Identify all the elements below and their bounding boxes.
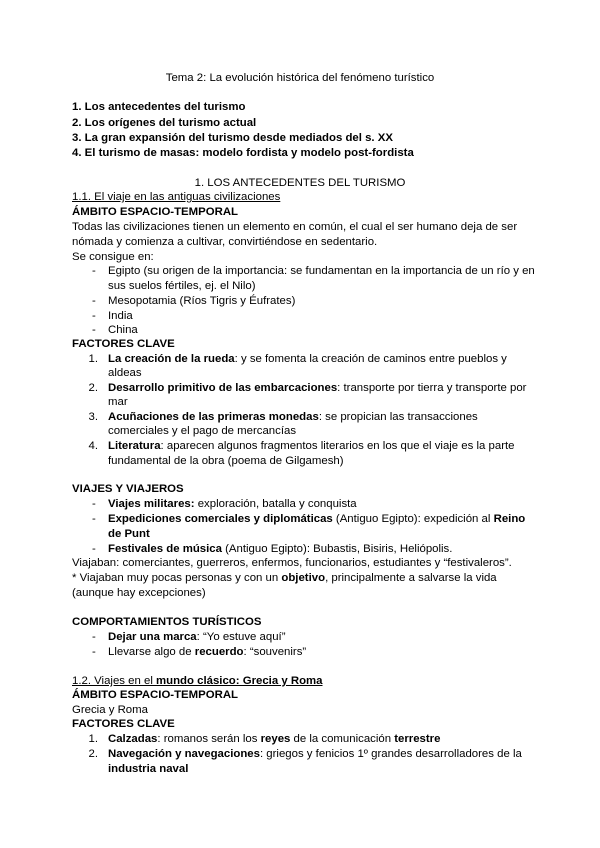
comp-dejar-marca-text: : “Yo estuve aquí” (196, 631, 286, 643)
factor-4-term: Literatura (108, 440, 161, 452)
ambito-heading: ÁMBITO ESPACIO-TEMPORAL (72, 206, 239, 218)
ambito-paragraph-line-1: Todas las civilizaciones tienen un elemento en común, el cual el ser humano deja de ser (72, 221, 518, 233)
factores-heading: FACTORES CLAVE (72, 338, 175, 350)
civ-india: India (108, 310, 133, 322)
factor-1-line-2: aldeas (108, 367, 142, 379)
viaje-expediciones-line-1 (108, 512, 525, 526)
factor-2-term: Desarrollo primitivo de las embarcaciones (108, 382, 338, 394)
comp-recuerdo-term: recuerdo (194, 646, 244, 658)
list-number: 3. (88, 411, 98, 423)
factor-navegacion-line-1 (108, 747, 522, 761)
list-number: 2. (88, 748, 98, 760)
factor-4-line-2: fundamental de la obra (poema de Gilgamesh) (108, 455, 344, 467)
toc-item-2: 2. Los orígenes del turismo actual (72, 117, 257, 129)
list-number: 1. (88, 353, 98, 365)
nota-line-2: (aunque hay excepciones) (72, 587, 206, 599)
viaje-militares-term: Viajes militares: (108, 498, 195, 510)
comp-recuerdo-text-a: Llevarse algo de (108, 646, 195, 658)
ambito-text-2: Grecia y Roma (72, 704, 148, 716)
viaje-festivales (108, 542, 452, 556)
comp-recuerdo (108, 645, 306, 659)
factor-calzadas-terrestre: terrestre (394, 733, 441, 745)
list-dash: - (92, 513, 96, 525)
factor-3-term: Acuñaciones de las primeras monedas (108, 411, 319, 423)
subsection-1-2-title: mundo clásico: Grecia y Roma (156, 675, 323, 687)
factor-calzadas-text-a: : romanos serán los (157, 733, 261, 745)
viaje-expediciones-line-2: de Punt (108, 528, 150, 540)
comp-dejar-marca (108, 630, 286, 644)
viaje-festivales-text: (Antiguo Egipto): Bubastis, Bisiris, Heliópolis. (221, 543, 453, 555)
factor-1-line-1 (108, 352, 507, 366)
list-dash: - (92, 265, 96, 277)
subsection-1-2-prefix: 1.2. Viajes en el (72, 675, 157, 687)
civ-egipto-line-2: sus suelos fértiles, ej. el Nilo) (108, 280, 256, 292)
factor-2-line-2: mar (108, 396, 128, 408)
factor-navegacion-line-2: industria naval (108, 763, 189, 775)
nota-line-1 (72, 571, 497, 585)
factor-3-line-2: comerciales y el pago de mercancías (108, 425, 297, 437)
factor-navegacion-text: : griegos y fenicios 1º grandes desarrolladores de la (259, 748, 522, 760)
ambito-heading-2: ÁMBITO ESPACIO-TEMPORAL (72, 689, 239, 701)
factor-calzadas (108, 732, 440, 746)
factores-heading-2: FACTORES CLAVE (72, 718, 175, 730)
factor-4-text: : aparecen algunos fragmentos literarios en los que el viaje es la parte (160, 440, 515, 452)
subsection-1-1-heading: 1.1. El viaje en las antiguas civilizaciones (72, 191, 281, 203)
factor-2-text: : transporte por tierra y transporte por (337, 382, 527, 394)
viaje-festivales-term: Festivales de música (108, 543, 222, 555)
toc-item-1: 1. Los antecedentes del turismo (72, 101, 246, 113)
nota-text-c: , principalmente a salvarse la vida (325, 572, 497, 584)
list-dash: - (92, 646, 96, 658)
section-1-heading: 1. LOS ANTECEDENTES DEL TURISMO (194, 177, 406, 189)
list-dash: - (92, 631, 96, 643)
list-dash: - (92, 295, 96, 307)
factor-1-term: La creación de la rueda (108, 353, 235, 365)
ambito-paragraph-line-3: Se consigue en: (72, 251, 154, 263)
civ-egipto-line-1: Egipto (su origen de la importancia: se fundamentan en la importancia de un río y en (108, 265, 535, 277)
list-number: 4. (88, 440, 98, 452)
comportamientos-heading: COMPORTAMIENTOS TURÍSTICOS (72, 616, 262, 628)
viaje-militares-text: exploración, batalla y conquista (194, 498, 357, 510)
comp-dejar-marca-term: Dejar una marca (108, 631, 197, 643)
nota-text-a: * Viajaban muy pocas personas y con un (72, 572, 282, 584)
factor-calzadas-term: Calzadas (108, 733, 158, 745)
factor-calzadas-reyes: reyes (260, 733, 291, 745)
toc-item-4: 4. El turismo de masas: modelo fordista y modelo post-fordista (72, 147, 414, 159)
factor-2-line-1 (108, 381, 526, 395)
viaje-expediciones-text: (Antiguo Egipto): expedición al (332, 513, 494, 525)
toc-item-3: 3. La gran expansión del turismo desde mediados del s. XX (72, 132, 393, 144)
factor-3-text: : se propician las transacciones (318, 411, 478, 423)
viaje-expediciones-term: Expediciones comerciales y diplomáticas (108, 513, 333, 525)
civ-china: China (108, 324, 138, 336)
list-dash: - (92, 310, 96, 322)
comp-recuerdo-text-r: : “souvenirs” (243, 646, 307, 658)
factor-3-line-1 (108, 410, 478, 424)
viaje-expediciones-reino: Reino (493, 513, 526, 525)
document-title: Tema 2: La evolución histórica del fenómeno turístico (165, 72, 435, 84)
list-dash: - (92, 324, 96, 336)
ambito-paragraph-line-2: nómada y comienza a cultivar, convirtiéndose en sedentario. (72, 236, 378, 248)
list-number: 1. (88, 733, 98, 745)
factor-1-text: : y se fomenta la creación de caminos entre pueblos y (234, 353, 507, 365)
viaje-militares (108, 497, 357, 511)
subsection-1-2-heading (72, 674, 323, 688)
factor-4-line-1 (108, 439, 515, 453)
civ-mesopotamia: Mesopotamia (Ríos Tigris y Éufrates) (108, 295, 296, 307)
list-dash: - (92, 498, 96, 510)
factor-navegacion-term: Navegación y navegaciones (108, 748, 260, 760)
list-number: 2. (88, 382, 98, 394)
viajes-heading: VIAJES Y VIAJEROS (72, 483, 184, 495)
viajaban-line: Viajaban: comerciantes, guerreros, enfermos, funcionarios, estudiantes y “festivaleros”. (72, 557, 512, 569)
factor-calzadas-text-c: de la comunicación (290, 733, 395, 745)
nota-objetivo: objetivo (281, 572, 326, 584)
list-dash: - (92, 543, 96, 555)
